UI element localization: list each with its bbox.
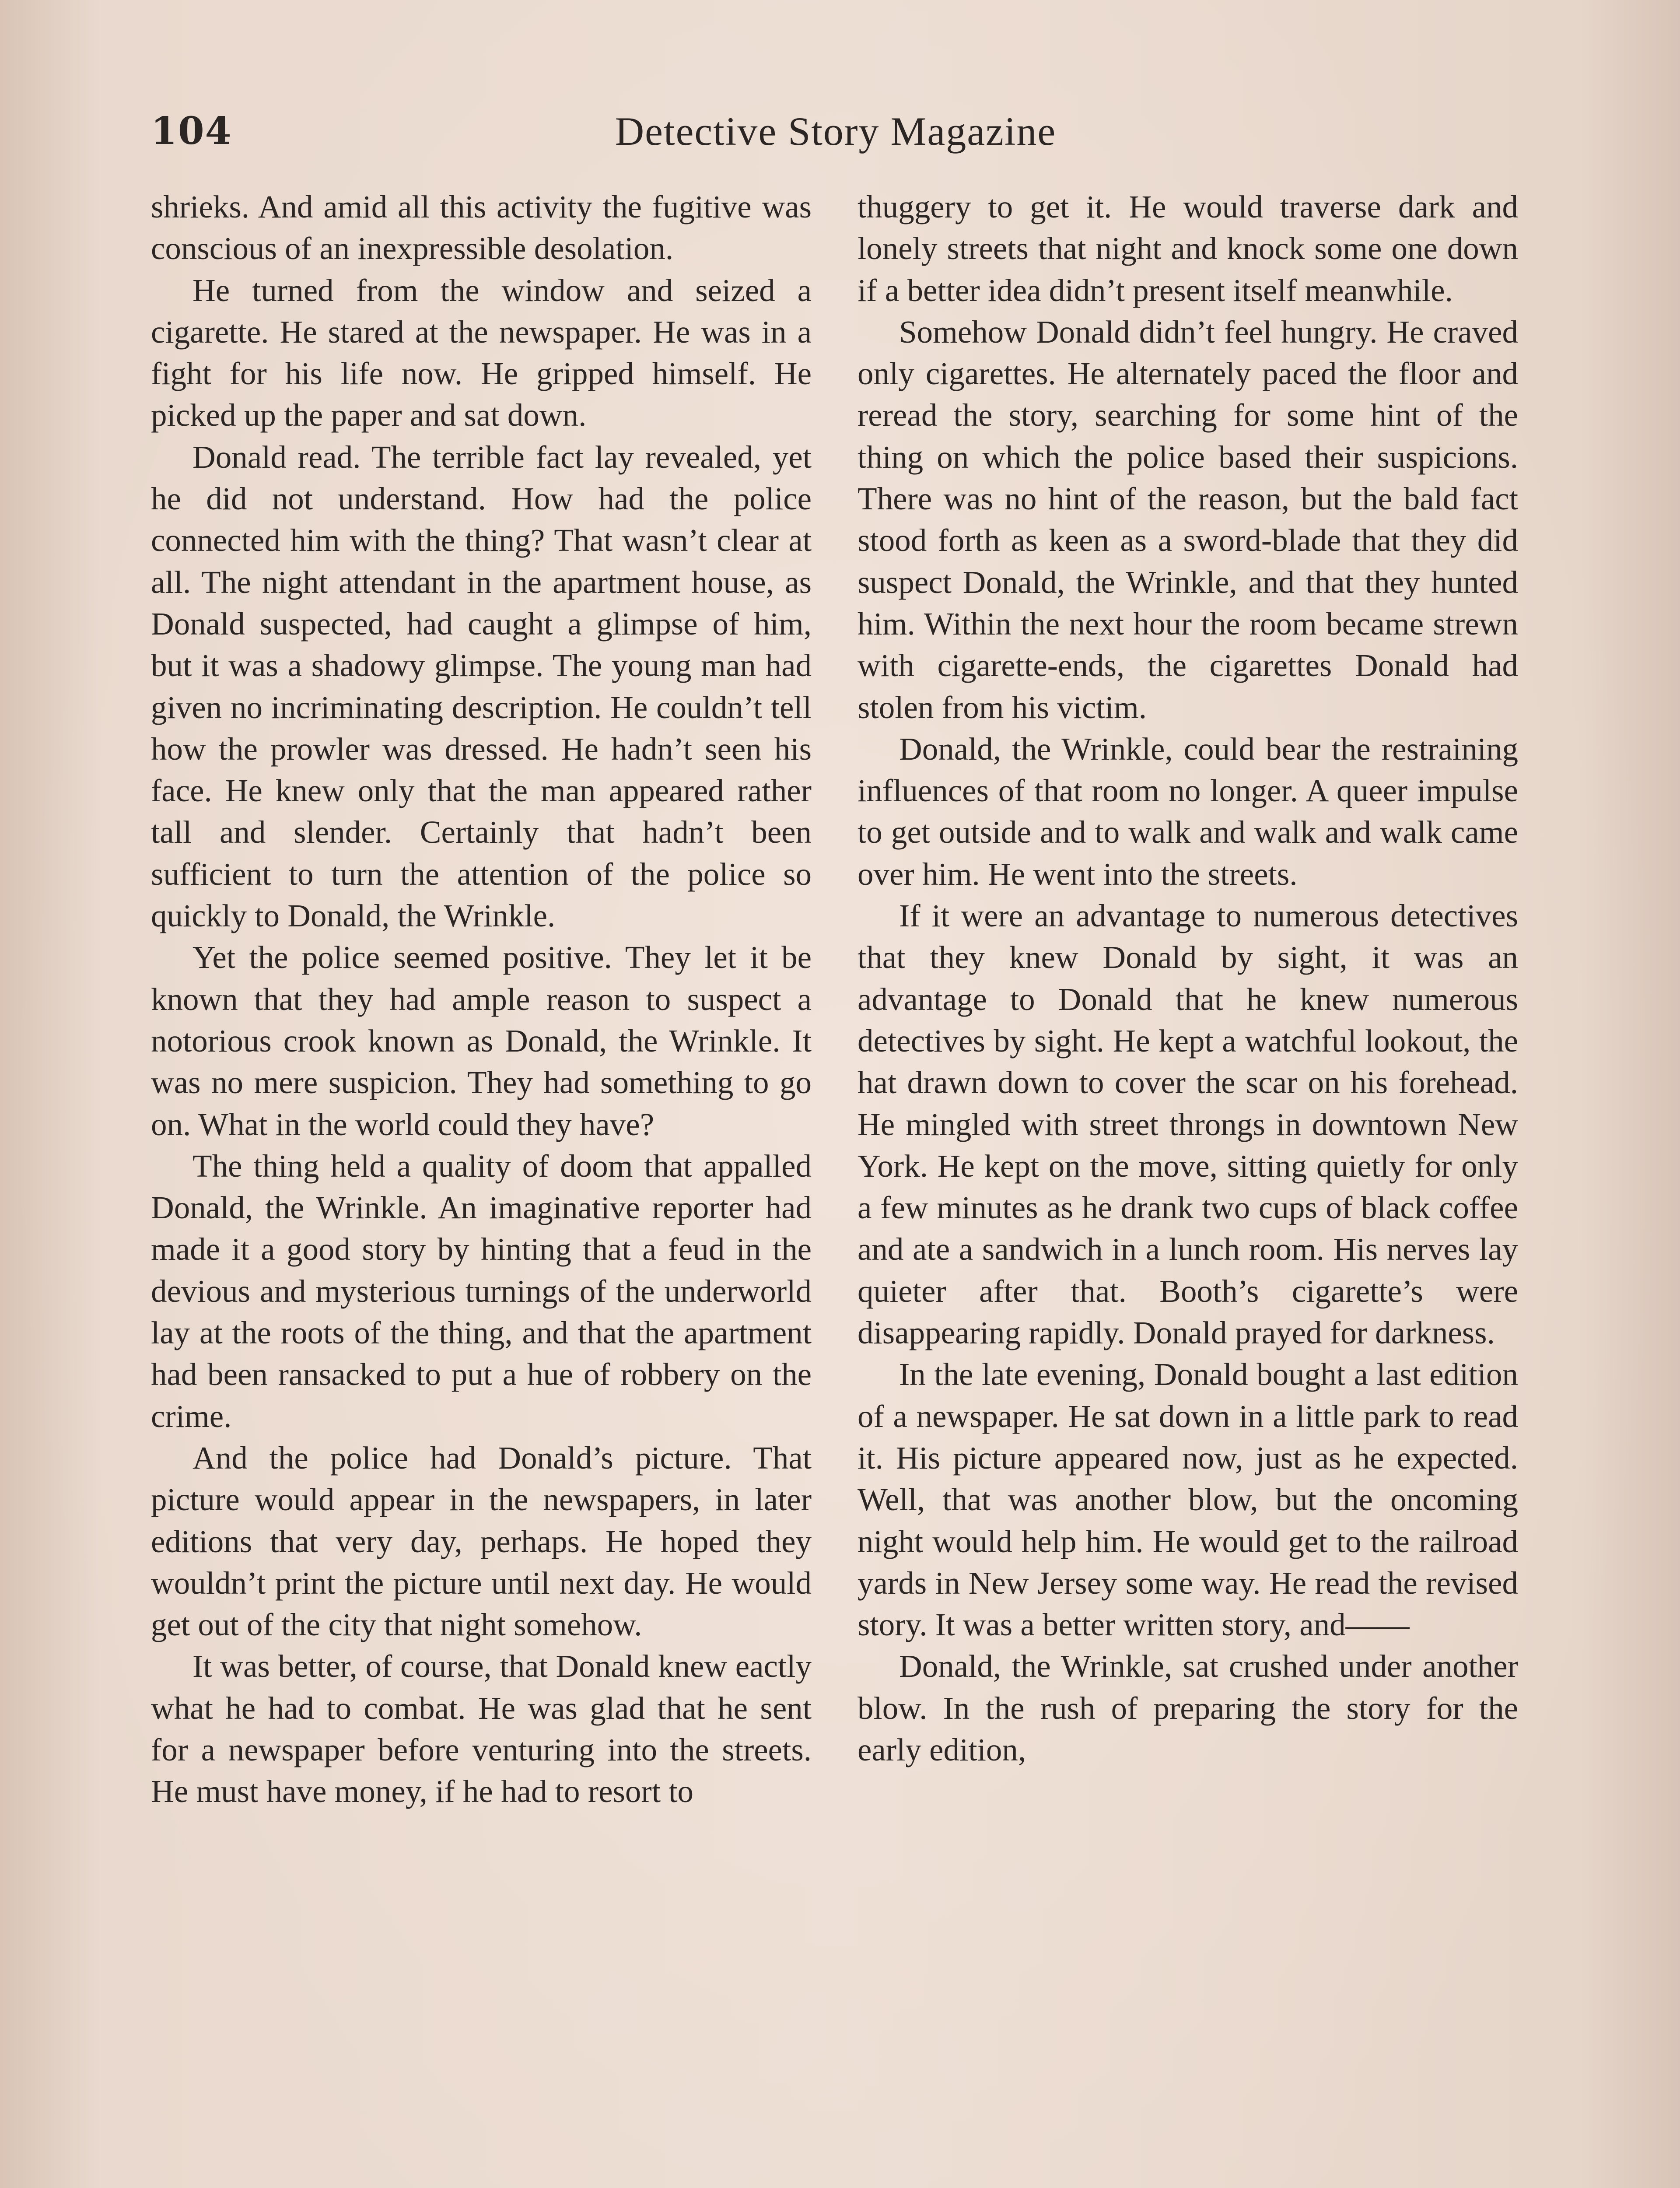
paragraph: thuggery to get it. He would traverse dark and lonely streets that night and knock some one down if a better idea didn’t present itself meanwhile. xyxy=(858,189,1518,308)
paragraph: In the late evening, Donald bought a last edition of a newspaper. He sat down in a little park to read it. His picture appeared now, just as he expected. Well, that was another blow, but the oncoming night would help him. He would get to the railroad yards in New Jersey some way. He read the revised story. It was a better written story, and—— xyxy=(858,1357,1518,1643)
running-head: Detective Story Magazine xyxy=(615,109,1057,154)
paragraph: He turned from the window and seized a cigarette. He stared at the newspaper. He was in a fight for his life now. He gripped himself. He picked up the paper and sat down. xyxy=(151,272,812,433)
paragraph: Yet the police seemed positive. They let it be known that they had ample reason to suspect a notorious crook known as Donald, the Wrinkle. It was no mere suspicion. They had something to go on. What in the world could they have? xyxy=(151,940,812,1142)
paragraph: Donald read. The terrible fact lay revealed, yet he did not understand. How had the police connected him with the thing? That wasn’t clear at all. The night attendant in the apartment house, as Donald suspected, had caught a glimpse of him, but it was a shadowy glimpse. The young man had given no incriminating description. He couldn’t tell how the prowler was dressed. He hadn’t seen his face. He knew only that the man appeared rather tall and slender. Certainly that hadn’t been sufficient to turn the attention of the police so quickly to Donald, the Wrinkle. xyxy=(151,439,812,934)
page-header xyxy=(151,103,1520,160)
left-column xyxy=(151,186,812,2188)
paragraph: shrieks. And amid all this activity the fugitive was conscious of an inexpressible desolation. xyxy=(151,189,812,266)
paragraph: Somehow Donald didn’t feel hungry. He craved only cigarettes. He alternately paced the floor and reread the story, searching for some hint of the thing on which the police based their suspicions. There was no hint of the reason, but the bald fact stood forth as keen as a sword-blade that they did suspect Donald, the Wrinkle, and that they hunted him. Within the next hour the room became strewn with cigarette-ends, the cigarettes Donald had stolen from his victim. xyxy=(858,314,1518,725)
article-body xyxy=(151,186,1520,2188)
paragraph: And the police had Donald’s picture. That picture would appear in the newspapers, in later editions that very day, perhaps. He hoped they wouldn’t print the picture until next day. He would get out of the city that night somehow. xyxy=(151,1440,812,1643)
page-number: 104 xyxy=(151,109,232,153)
paragraph: The thing held a quality of doom that appalled Donald, the Wrinkle. An imaginative reporter had made it a good story by hinting that a feud in the devious and mysterious turnings of the underworld lay at the roots of the thing, and that the apartment had been ransacked to put a hue of robbery on the crime. xyxy=(151,1148,812,1434)
right-column xyxy=(858,186,1518,2188)
paragraph: If it were an advantage to numerous detectives that they knew Donald by sight, it was an advantage to Donald that he knew numerous detectives by sight. He kept a watchful lookout, the hat drawn down to cover the scar on his forehead. He mingled with street throngs in downtown New York. He kept on the move, sitting quietly for only a few minutes as he drank two cups of black coffee and ate a sandwich in a lunch room. His nerves lay quieter after that. Booth’s cigarette’s were disappearing rapidly. Donald prayed for darkness. xyxy=(858,898,1518,1351)
paragraph: It was better, of course, that Donald knew eactly what he had to combat. He was glad that he sent for a newspaper before venturing into the streets. He must have money, if he had to resort to xyxy=(151,1648,812,1809)
paragraph: Donald, the Wrinkle, sat crushed under another blow. In the rush of preparing the story for the early edition, xyxy=(858,1648,1518,1767)
paragraph: Donald, the Wrinkle, could bear the restraining influences of that room no longer. A queer impulse to get outside and to walk and walk and walk came over him. He went into the streets. xyxy=(858,731,1518,892)
